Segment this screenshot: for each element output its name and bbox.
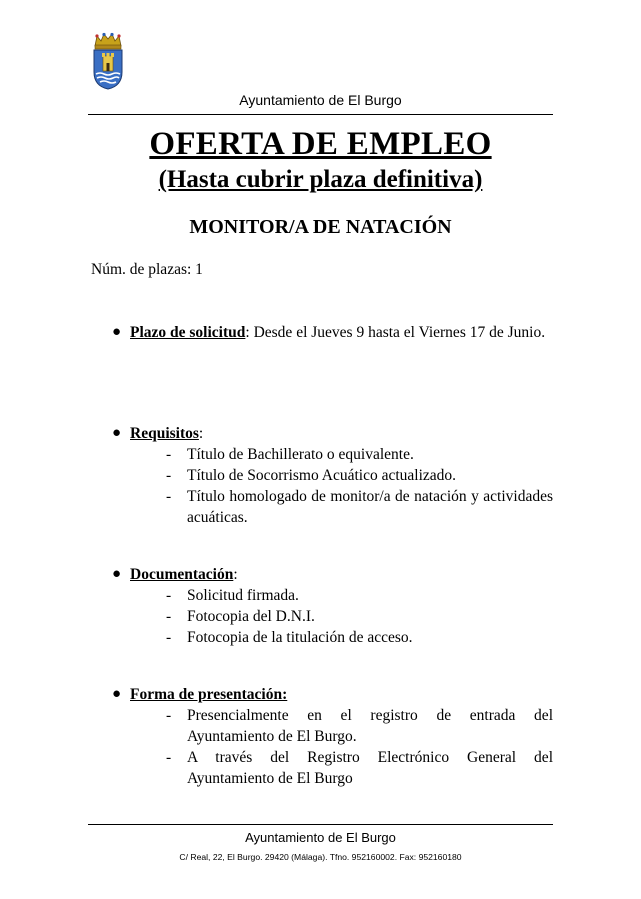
list-item-text: A través del Registro Electrónico General del Ayuntamiento de El Burgo [187, 749, 553, 787]
section-plazo [112, 322, 553, 343]
footer-org-name: Ayuntamiento de El Burgo [245, 830, 396, 845]
footer-divider [88, 824, 553, 825]
section-head [130, 684, 553, 705]
section-text: Desde el Jueves 9 hasta el Viernes 17 de Junio. [249, 324, 546, 341]
heading-suffix: : [233, 566, 238, 583]
list-item-text: Fotocopia de la titulación de acceso. [187, 629, 413, 646]
list-item: - Presencialmente en el registro de entrada del Ayuntamiento de El Burgo. [166, 707, 553, 745]
heading-suffix: : [198, 425, 204, 442]
bullet-icon: ● [112, 324, 122, 340]
submission-list [166, 705, 553, 789]
list-item: - Fotocopia del D.N.I. [166, 608, 315, 625]
bullet-icon: ● [112, 686, 122, 702]
header-org-name: Ayuntamiento de El Burgo [239, 92, 402, 108]
section-head [130, 322, 553, 343]
list-item: - Fotocopia de la titulación de acceso. [166, 629, 413, 646]
bullet-icon: ● [112, 566, 122, 582]
heading-suffix: : [245, 324, 250, 341]
number-of-places: Núm. de plazas: 1 [91, 261, 203, 278]
list-item: - Solicitud firmada. [166, 587, 299, 604]
list-item: - Título homologado de monitor/a de natación y actividades acuáticas. [166, 488, 553, 526]
section-documentacion [112, 564, 553, 648]
section-heading: Requisitos [130, 425, 199, 442]
coat-of-arms-icon [92, 32, 124, 90]
section-requisitos [112, 423, 553, 528]
list-item: - Título de Bachillerato o equivalente. [166, 446, 414, 463]
section-heading: Documentación [130, 566, 234, 583]
header-divider [88, 114, 553, 115]
list-item-text: Título de Socorrismo Acuático actualizado. [187, 467, 457, 484]
section-heading: Forma de presentación: [130, 686, 288, 703]
section-forma-presentacion [112, 684, 553, 789]
requirements-list [166, 444, 553, 528]
footer-address: C/ Real, 22, El Burgo. 29420 (Málaga). Tfno. 952160002. Fax: 952160180 [179, 852, 462, 862]
list-item-text: Presencialmente en el registro de entrada del Ayuntamiento de El Burgo. [187, 707, 553, 745]
list-item-text: Fotocopia del D.N.I. [187, 608, 315, 625]
list-item: - Título de Socorrismo Acuático actualizado. [166, 467, 457, 484]
section-heading: Plazo de solicitud [130, 324, 246, 341]
section-head [130, 423, 553, 444]
list-item: - A través del Registro Electrónico General del Ayuntamiento de El Burgo [166, 749, 553, 787]
bullet-icon: ● [112, 425, 122, 441]
list-item-text: Título homologado de monitor/a de natación y actividades acuáticas. [187, 488, 553, 526]
document-subtitle: (Hasta cubrir plaza definitiva) [158, 166, 483, 193]
list-item-text: Solicitud firmada. [187, 587, 299, 604]
document-title: OFERTA DE EMPLEO [149, 126, 492, 162]
position-title: MONITOR/A DE NATACIÓN [189, 216, 452, 238]
section-head [130, 564, 553, 585]
list-item-text: Título de Bachillerato o equivalente. [187, 446, 414, 463]
documents-list [166, 585, 553, 648]
